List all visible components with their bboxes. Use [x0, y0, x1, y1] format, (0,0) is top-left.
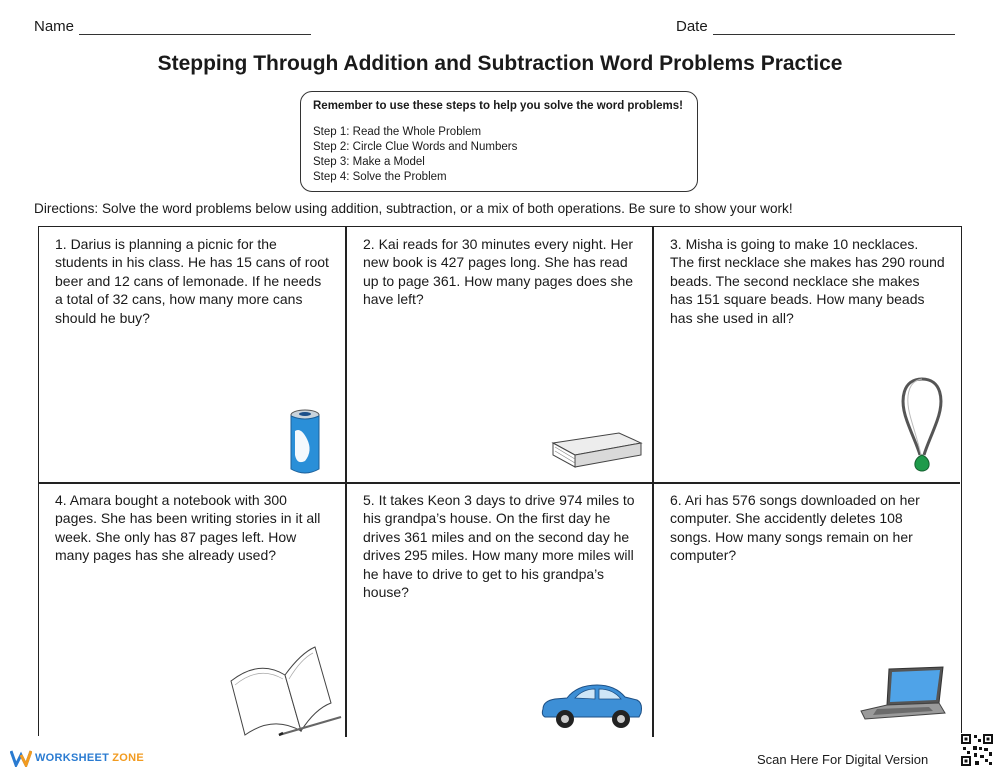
closed-book-icon: [549, 427, 645, 469]
soda-can-icon: [287, 409, 323, 477]
qr-code-icon[interactable]: [960, 733, 994, 767]
date-field: [676, 18, 955, 35]
steps-box: [300, 91, 698, 192]
problem-4-text: 4. Amara bought a notebook with 300 pages. She has been writing stories in it all week. She only has 87 pages left. How many pages has she already used?: [55, 492, 321, 564]
name-field: [34, 18, 311, 35]
worksheetzone-w-icon: [10, 749, 32, 767]
worksheet-title: Stepping Through Addition and Subtraction Word Problems Practice: [157, 52, 843, 75]
step-4: Step 4: Solve the Problem: [313, 171, 447, 183]
problem-5-text: 5. It takes Keon 3 days to drive 974 miles to his grandpa’s house. On the first day he drives 361 miles and on the second day he drives 295 miles. How many more miles will he have to drive to get to his grandpa’s house?: [363, 492, 635, 601]
scan-text: Scan Here For Digital Version: [757, 752, 929, 767]
logo-word-zone: ZONE: [112, 752, 144, 764]
date-label: Date: [676, 18, 708, 35]
step-3: Step 3: Make a Model: [313, 156, 425, 168]
date-input-line[interactable]: [713, 19, 955, 35]
name-input-line[interactable]: [79, 19, 311, 35]
problem-1-text: 1. Darius is planning a picnic for the students in his class. He has 15 cans of root beer and 12 cans of lemonade. If he needs a total of 32 cans, how many more cans should he buy?: [55, 236, 329, 326]
car-icon: [537, 679, 645, 731]
problem-grid: [38, 226, 962, 736]
problem-6-text: 6. Ari has 576 songs downloaded on her computer. She accidently deletes 108 songs. How many songs remain on her computer?: [670, 492, 920, 564]
problem-3-text: 3. Misha is going to make 10 necklaces. The first necklace she makes has 290 round beads. The second necklace she makes has 151 square beads. How many beads has she used in all?: [670, 236, 945, 326]
step-1: Step 1: Read the Whole Problem: [313, 126, 482, 138]
step-2: Step 2: Circle Clue Words and Numbers: [313, 141, 518, 153]
laptop-icon: [859, 665, 947, 721]
logo-word-worksheet: WORKSHEET: [35, 752, 110, 764]
problem-2-text: 2. Kai reads for 30 minutes every night. Her new book is 427 pages long. She has read up to page 361. How many pages does she have left?: [363, 236, 634, 308]
steps-heading: Remember to use these steps to help you solve the word problems!: [313, 100, 683, 112]
open-notebook-icon: [229, 645, 345, 737]
directions: Directions: Solve the word problems below using addition, subtraction, or a mix of both operations. Be sure to show your work!: [34, 201, 793, 216]
header-row: [34, 18, 954, 40]
necklace-icon: [897, 375, 947, 473]
worksheetzone-logo[interactable]: [10, 749, 144, 767]
name-label: Name: [34, 18, 75, 35]
